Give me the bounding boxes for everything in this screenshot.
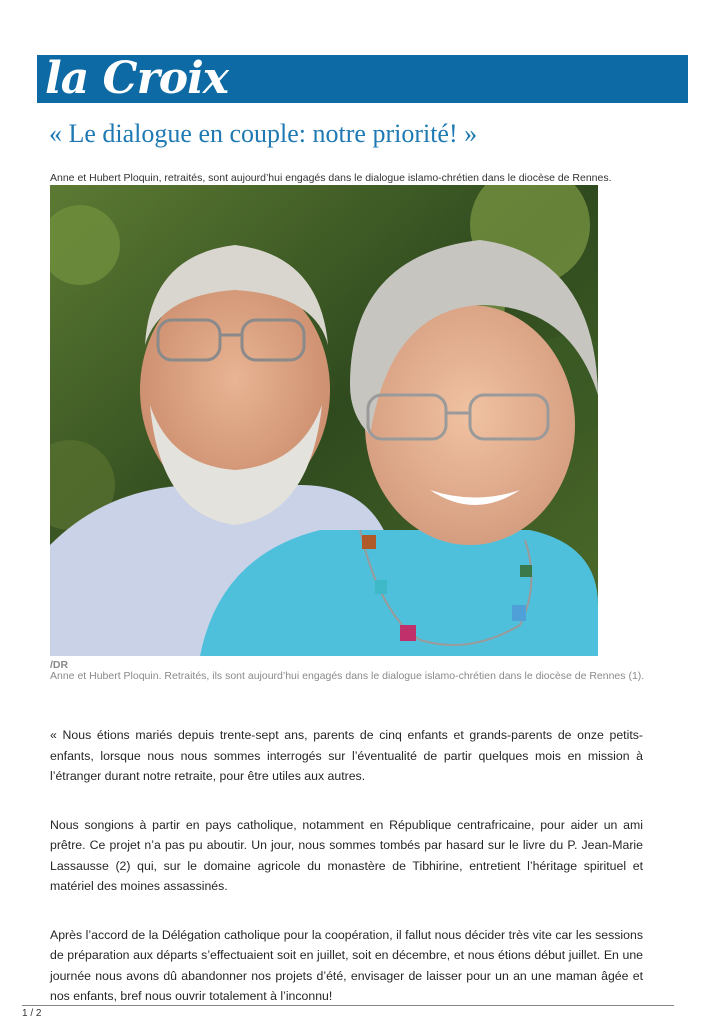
article-body bbox=[50, 725, 643, 1035]
paragraph: « Nous étions mariés depuis trente-sept ans, parents de cinq enfants et grands-parents de onze petits-enfants, lorsque nous nous sommes interrogés sur l’éventualité de partir quelques mois en mission à l’étranger durant notre retraite, pour être utiles aux autres. bbox=[50, 728, 643, 783]
couple-portrait-photo bbox=[50, 185, 598, 656]
la-croix-logo[interactable]: la Croix bbox=[45, 53, 229, 104]
paragraph: Après l’accord de la Délégation catholique pour la coopération, il fallut nous décider très vite car les sessions de préparation aux départs s’effectuaient soit en juillet, soit en décembre, et nous étions début juillet. En une journée nous avons dû abandonner nos projets d’été, envisager de laisser pour un an une maman âgée et nos enfants, bref nous ouvrir totalement à l’inconnu! bbox=[50, 927, 643, 1003]
page-number: 1 / 2 bbox=[22, 1008, 42, 1019]
photo-credit: /DR bbox=[50, 659, 69, 671]
photo-caption: Anne et Hubert Ploquin. Retraités, ils sont aujourd’hui engagés dans le dialogue islamo-chrétien dans le diocèse de Rennes (1). bbox=[50, 670, 645, 682]
article-subtitle: Anne et Hubert Ploquin, retraités, sont aujourd’hui engagés dans le dialogue islamo-chrétien dans le diocèse de Rennes. bbox=[50, 172, 612, 184]
masthead-bar bbox=[37, 55, 688, 103]
footer-divider bbox=[22, 1005, 674, 1006]
paragraph: Nous songions à partir en pays catholique, notamment en République centrafricaine, pour aider un ami prêtre. Ce projet n’a pas pu aboutir. Un jour, nous sommes tombés par hasard sur le livre du P. Jean-Marie Lassausse (2) qui, sur le domaine agricole du monastère de Tibhirine, entretient l’héritage spirituel et matériel des moines assassinés. bbox=[50, 817, 643, 893]
article-title: « Le dialogue en couple: notre priorité! » bbox=[49, 119, 478, 148]
